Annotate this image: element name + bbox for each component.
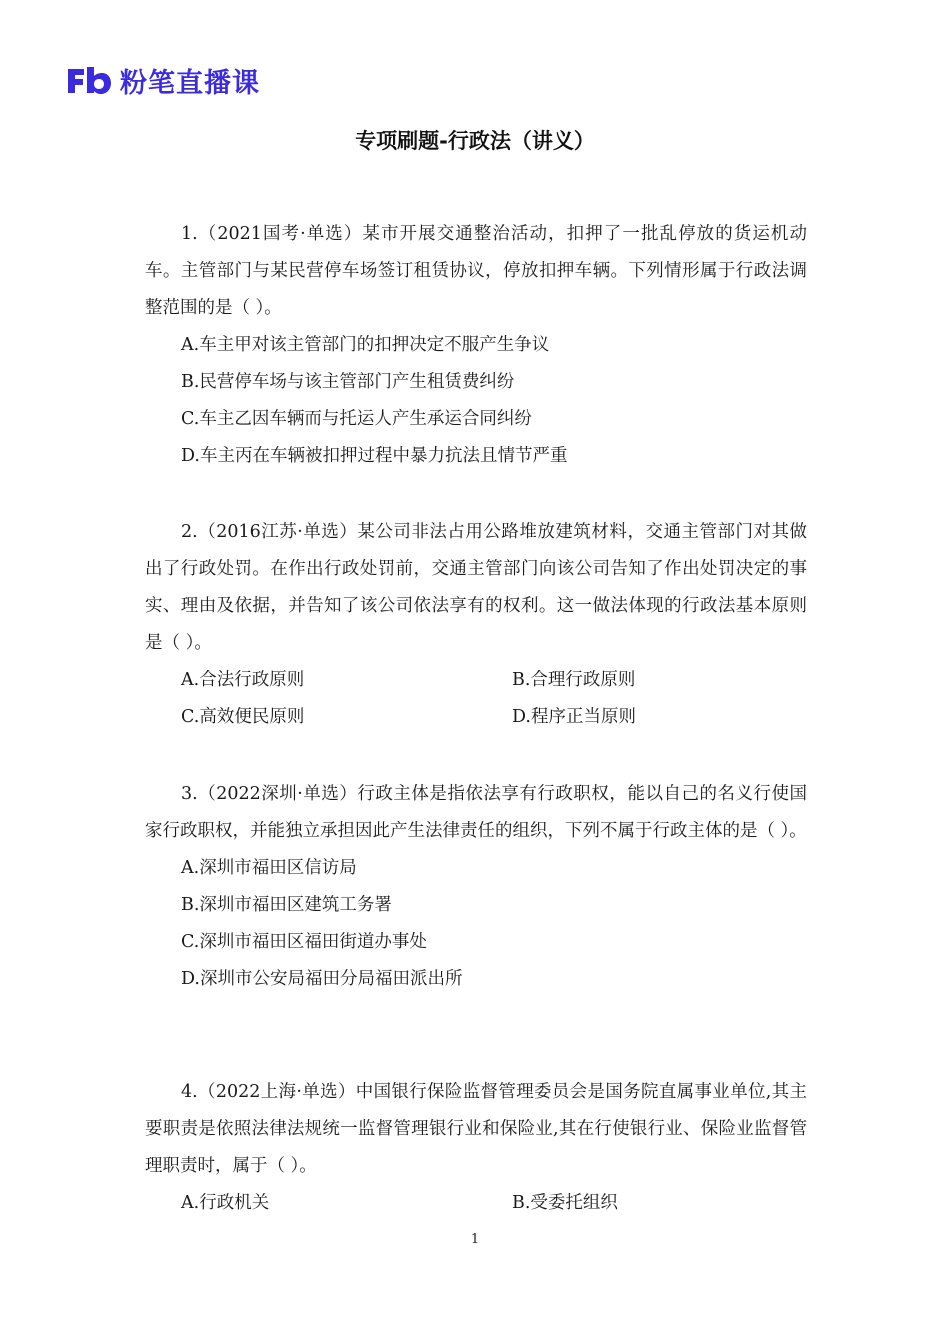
option-b: B.合理行政原则 — [512, 670, 636, 690]
question-stem: 4.（2022上海·单选）中国银行保险监督管理委员会是国务院直属事业单位,其主要职责是依照法律法规统一监督管理银行业和保险业,其在行使银行业、保险业监督管理职责时，属于（ ）。 — [145, 1082, 807, 1176]
option-a: A.行政机关 — [181, 1193, 270, 1213]
fenbi-logo-icon — [66, 65, 112, 95]
question-1 — [145, 216, 807, 475]
option-row — [145, 1185, 807, 1222]
option-b: B.民营停车场与该主管部门产生租赁费纠纷 — [181, 372, 515, 392]
brand-name: 粉笔直播课 — [120, 67, 260, 99]
question-2 — [145, 514, 807, 736]
question-stem: 3.（2022深圳·单选）行政主体是指依法享有行政职权，能以自己的名义行使国家行政职权，并能独立承担因此产生法律责任的组织，下列不属于行政主体的是（ ）。 — [145, 784, 807, 841]
option-d: D.深圳市公安局福田分局福田派出所 — [181, 969, 463, 989]
question-stem: 1.（2021国考·单选）某市开展交通整治活动，扣押了一批乱停放的货运机动车。主管部门与某民营停车场签订租赁协议，停放扣押车辆。下列情形属于行政法调整范围的是（ ）。 — [145, 224, 807, 318]
option-c: C.深圳市福田区福田街道办事处 — [181, 932, 427, 952]
option-row — [145, 699, 807, 736]
page-number: 1 — [470, 1232, 480, 1247]
question-3 — [145, 776, 807, 998]
question-4 — [145, 1074, 807, 1222]
option-c: C.高效便民原则 — [181, 707, 305, 727]
option-d: D.程序正当原则 — [512, 707, 636, 727]
option-a: A.合法行政原则 — [181, 670, 305, 690]
option-row — [145, 662, 807, 699]
option-d: D.车主丙在车辆被扣押过程中暴力抗法且情节严重 — [181, 446, 568, 466]
option-b: B.深圳市福田区建筑工务署 — [181, 895, 392, 915]
document-title: 专项刷题-行政法（讲义） — [355, 129, 595, 153]
option-a: A.深圳市福田区信访局 — [181, 858, 357, 878]
brand-logo — [66, 62, 260, 98]
question-stem: 2.（2016江苏·单选）某公司非法占用公路堆放建筑材料，交通主管部门对其做出了行政处罚。在作出行政处罚前，交通主管部门向该公司告知了作出处罚决定的事实、理由及依据，并告知了该公司依法享有的权利。这一做法体现的行政法基本原则是（ ）。 — [145, 522, 807, 653]
option-b: B.受委托组织 — [512, 1193, 618, 1213]
option-c: C.车主乙因车辆而与托运人产生承运合同纠纷 — [181, 409, 532, 429]
option-a: A.车主甲对该主管部门的扣押决定不服产生争议 — [181, 335, 550, 355]
